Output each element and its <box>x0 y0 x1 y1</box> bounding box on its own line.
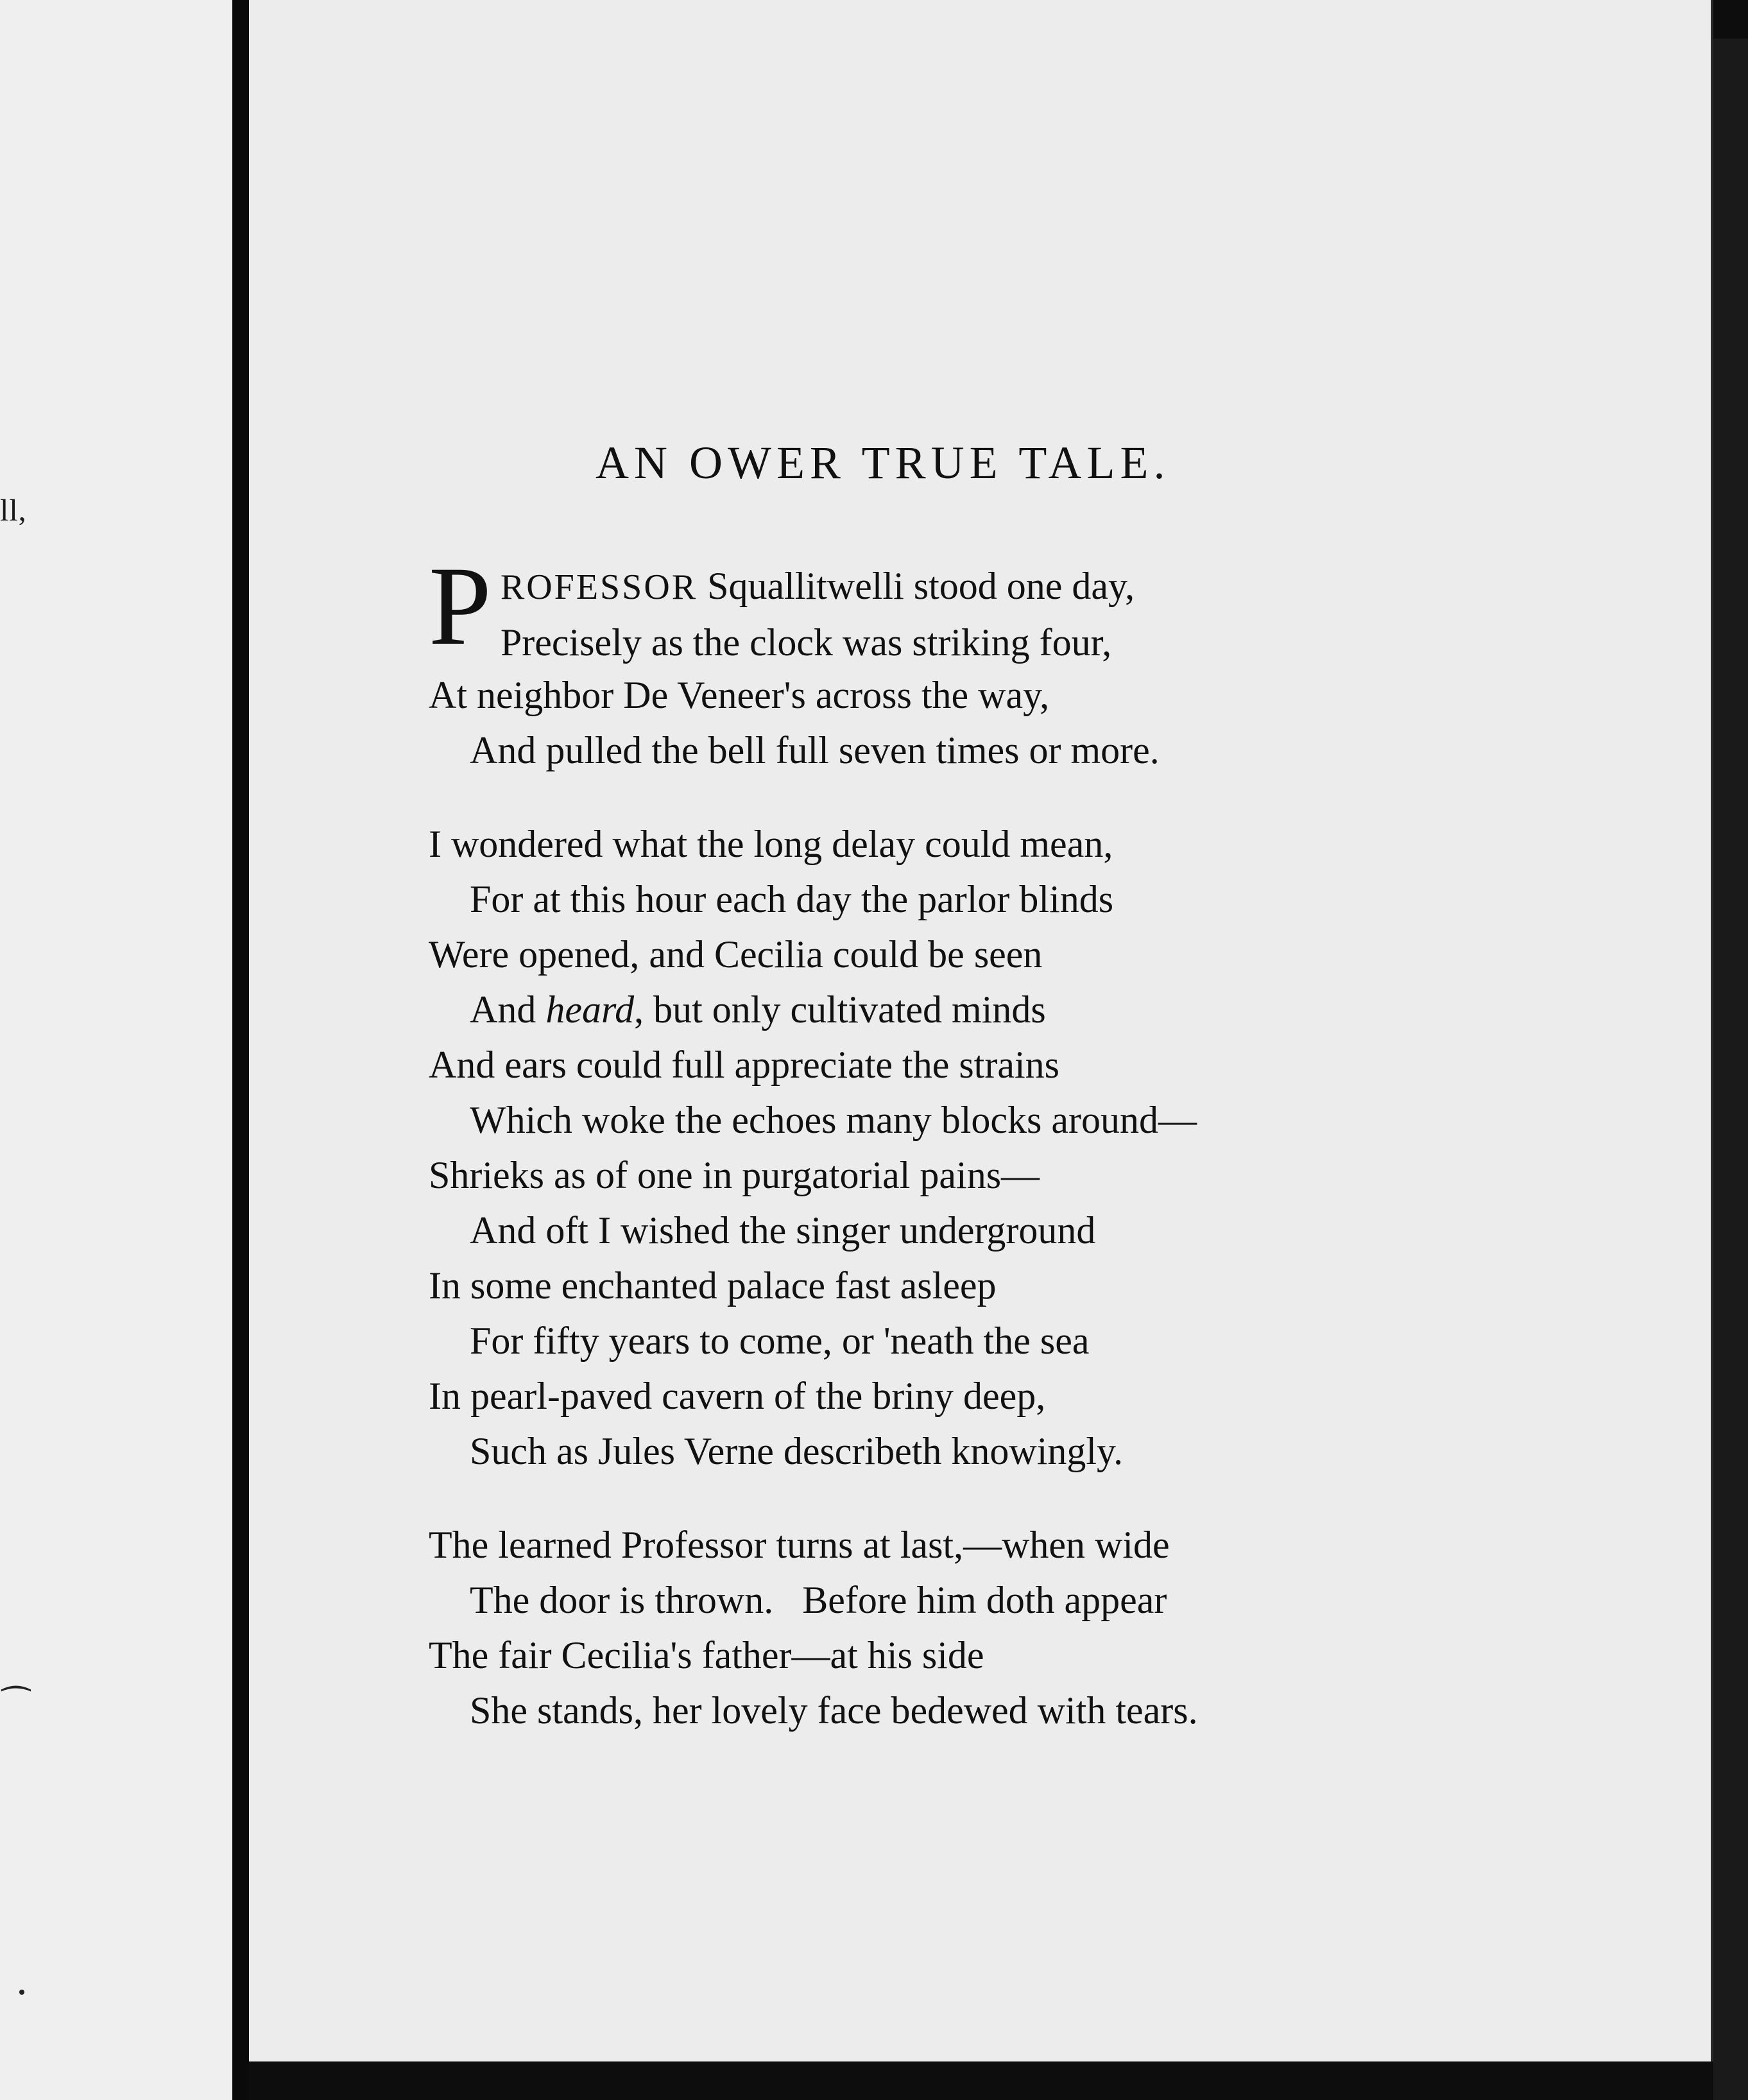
stanza-1 <box>429 558 1648 778</box>
poem-line: Were opened, and Cecilia could be seen <box>429 933 1043 976</box>
poem-line: I wondered what the long delay could mean, <box>429 823 1113 865</box>
left-page-ink-mark: ⁀ <box>3 1688 30 1725</box>
poem-line: In some enchanted palace fast asleep <box>429 1264 997 1307</box>
poem-line: The learned Professor turns at last,—when wide <box>429 1524 1170 1566</box>
stanza-2 <box>429 816 1648 1479</box>
line-text: And <box>470 988 546 1031</box>
poem-line: And oft I wished the singer underground <box>470 1209 1096 1252</box>
poem-line: And pulled the bell full seven times or more. <box>470 729 1160 771</box>
poem-line: Shrieks as of one in purgatorial pains— <box>429 1154 1040 1196</box>
italic-word: heard <box>545 988 635 1031</box>
poem-line: She stands, her lovely face bedewed with tears. <box>470 1689 1198 1732</box>
dropcap-block <box>429 558 1648 670</box>
line-text: Squallitwelli stood one day, <box>707 565 1135 607</box>
poem-title: AN OWER TRUE TALE. <box>596 437 1170 488</box>
small-caps-word: ROFESSOR <box>500 567 698 607</box>
poem-line <box>429 558 1648 615</box>
poem-line: Precisely as the clock was striking four, <box>500 621 1112 664</box>
poem-line <box>429 982 1648 1037</box>
drop-cap: P <box>429 558 492 669</box>
main-page <box>249 0 1713 2061</box>
poem-line: Which woke the echoes many blocks around— <box>470 1099 1197 1141</box>
left-page-dot <box>19 1990 24 1995</box>
book-gutter <box>232 0 249 2100</box>
poem-line: The door is thrown. Before him doth appear <box>470 1579 1167 1621</box>
left-facing-page <box>0 0 232 2100</box>
poem-line: And ears could full appreciate the strains <box>429 1044 1059 1086</box>
poem-line: In pearl-paved cavern of the briny deep, <box>429 1375 1046 1417</box>
poem-line: The fair Cecilia's father—at his side <box>429 1634 984 1676</box>
poem-body <box>429 558 1648 1777</box>
poem-line: At neighbor De Veneer's across the way, <box>429 674 1050 716</box>
stanza-3 <box>429 1517 1648 1738</box>
page-edge-shadow <box>1713 39 1748 2100</box>
poem-line: For at this hour each day the parlor blinds <box>470 878 1114 920</box>
poem-line: Such as Jules Verne describeth knowingly. <box>470 1430 1124 1472</box>
line-text: , but only cultivated minds <box>634 988 1046 1031</box>
left-page-text-fragment: ll, <box>0 494 27 528</box>
poem-line: For fifty years to come, or 'neath the sea <box>470 1320 1090 1362</box>
